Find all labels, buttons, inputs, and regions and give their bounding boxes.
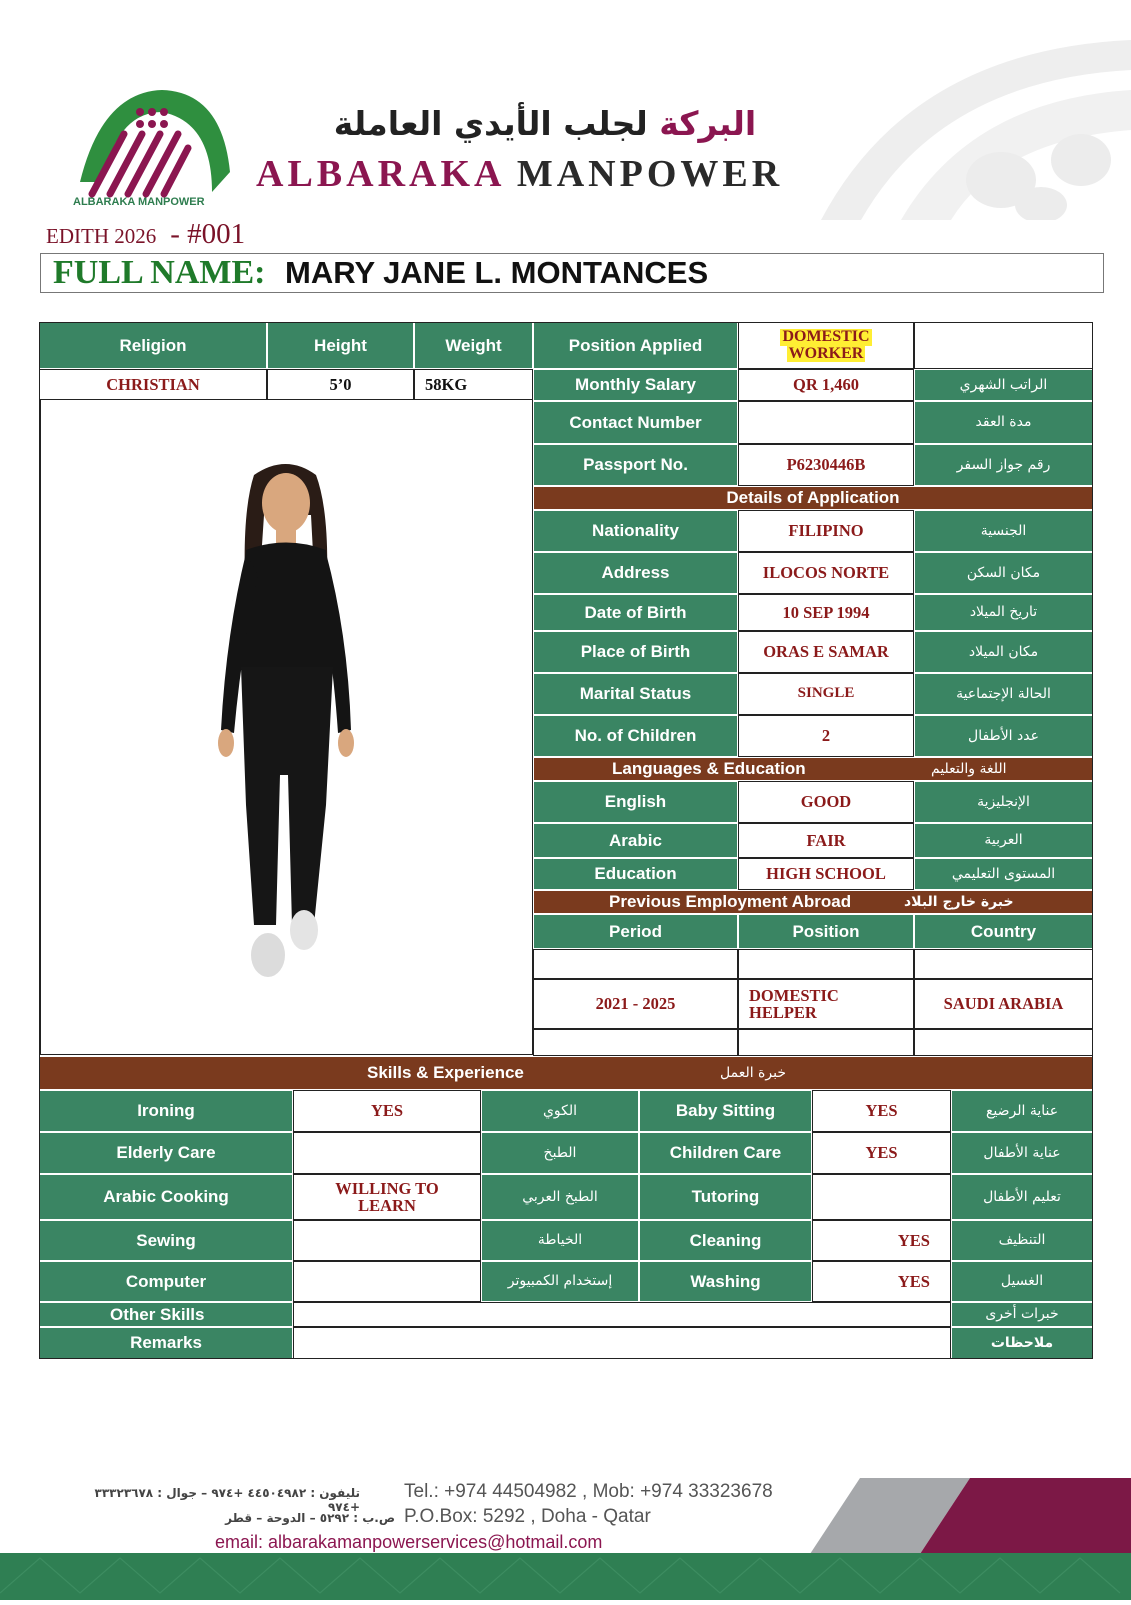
skill-baby-sitting-arabic: عناية الرضيع: [951, 1090, 1093, 1132]
english-label: English: [533, 781, 738, 823]
skill-sewing-label: Sewing: [39, 1220, 293, 1261]
education-arabic: المستوى التعليمي: [914, 858, 1093, 890]
skill-sewing-value: [293, 1220, 481, 1261]
employment-heading-bar: [533, 890, 1093, 914]
employment-position-value: [738, 979, 914, 1029]
footer-email: email: albarakamanpowerservices@hotmail.com: [215, 1532, 603, 1552]
date-of-birth-value: 10 SEP 1994: [738, 594, 914, 631]
skill-arabic-cooking-value: WILLING TO LEARN: [293, 1174, 481, 1220]
employment-blank-cell: [738, 949, 914, 979]
position-applied-value: [738, 322, 914, 369]
employment-blank-cell: [738, 1029, 914, 1056]
nationality-value: FILIPINO: [738, 510, 914, 552]
full-name-label: FULL NAME:: [53, 254, 266, 291]
languages-heading-arabic: اللغة والتعليم: [931, 760, 1007, 777]
skill-ironing-label: Ironing: [39, 1090, 293, 1132]
full-name-box: [40, 253, 1104, 293]
background-arc-decoration: [801, 30, 1131, 220]
marital-status-label: Marital Status: [533, 673, 738, 715]
skill-elderly-care-arabic: الطبخ: [481, 1132, 639, 1174]
arabic-company-title: [255, 104, 835, 143]
skill-children-care-label: Children Care: [639, 1132, 812, 1174]
skill-arabic-cooking-arabic: الطبخ العربي: [481, 1174, 639, 1220]
nationality-arabic: الجنسية: [914, 510, 1093, 552]
languages-heading: Languages & Education: [612, 759, 806, 779]
employment-heading-arabic: خبرة خارج البلاد: [904, 893, 1014, 910]
position-applied-line2: WORKER: [788, 344, 864, 362]
footer-pobox: P.O.Box: 5292 , Doha - Qatar: [404, 1506, 651, 1527]
address-arabic: مكان السكن: [914, 552, 1093, 594]
employment-blank-cell: [914, 949, 1093, 979]
full-name-value: MARY JANE L. MONTANCES: [285, 255, 709, 290]
religion-value: CHRISTIAN: [39, 369, 267, 401]
monthly-salary-label: Monthly Salary: [533, 369, 738, 401]
skill-arabic-cooking-label: Arabic Cooking: [39, 1174, 293, 1220]
skill-computer-value: [293, 1261, 481, 1302]
remarks-label: Remarks: [39, 1327, 293, 1359]
position-header: Position: [738, 914, 914, 949]
languages-heading-bar: [533, 757, 1093, 781]
english-title-part2: MANPOWER: [516, 153, 784, 195]
employment-country-value: SAUDI ARABIA: [914, 979, 1093, 1029]
monthly-salary-arabic: الراتب الشهري: [914, 369, 1093, 401]
other-skills-value: [293, 1302, 951, 1327]
marital-status-value: SINGLE: [738, 673, 914, 715]
skill-computer-label: Computer: [39, 1261, 293, 1302]
employment-position-line2: HELPER: [749, 1003, 817, 1022]
employment-position-line1: DOMESTIC: [749, 985, 839, 1005]
period-header: Period: [533, 914, 738, 949]
skill-washing-label: Washing: [639, 1261, 812, 1302]
skill-children-care-value: YES: [812, 1132, 951, 1174]
skill-computer-arabic: إستخدام الكمبيوتر: [481, 1261, 639, 1302]
candidate-photo-frame: [40, 399, 533, 1055]
employment-blank-cell: [533, 949, 738, 979]
remarks-arabic: ملاحظات: [951, 1327, 1093, 1359]
english-company-title: [256, 152, 783, 196]
employment-blank-cell: [533, 1029, 738, 1056]
education-value: HIGH SCHOOL: [738, 858, 914, 890]
skill-cleaning-arabic: التنظيف: [951, 1220, 1093, 1261]
arabic-title-part2: لجلب الأيدي العاملة: [333, 104, 648, 143]
footer-phone: Tel.: +974 44504982 , Mob: +974 33323678: [404, 1481, 773, 1502]
skill-children-care-arabic: عناية الأطفال: [951, 1132, 1093, 1174]
english-arabic: الإنجليزية: [914, 781, 1093, 823]
country-header: Country: [914, 914, 1093, 949]
reference-number: - #001: [170, 218, 246, 250]
arabic-value: FAIR: [738, 823, 914, 858]
contact-number-label: Contact Number: [533, 401, 738, 444]
other-skills-label: Other Skills: [39, 1302, 293, 1327]
albaraka-logo: [62, 72, 242, 212]
footer-phone-arabic: تليفون : ٤٤٥٠٤٩٨٢ +٩٧٤ – جوال : ٣٣٣٢٣٦٧٨ +٩٧٤: [94, 1486, 360, 1514]
contact-number-value: [738, 401, 914, 444]
arabic-label: Arabic: [533, 823, 738, 858]
religion-header: Religion: [39, 322, 267, 369]
skill-washing-value: YES: [812, 1261, 951, 1302]
children-value: 2: [738, 715, 914, 757]
address-label: Address: [533, 552, 738, 594]
skill-elderly-care-value: [293, 1132, 481, 1174]
skills-heading-bar: [39, 1056, 1093, 1090]
reference-code: [46, 218, 245, 251]
skill-elderly-care-label: Elderly Care: [39, 1132, 293, 1174]
footer-pattern: [0, 1553, 1131, 1600]
skill-baby-sitting-value: YES: [812, 1090, 951, 1132]
height-value: 5’0: [267, 369, 414, 401]
date-of-birth-arabic: تاريخ الميلاد: [914, 594, 1093, 631]
skill-sewing-arabic: الخياطة: [481, 1220, 639, 1261]
weight-header: Weight: [414, 322, 533, 369]
children-label: No. of Children: [533, 715, 738, 757]
skill-cleaning-value: YES: [812, 1220, 951, 1261]
position-applied-line1: DOMESTIC: [782, 327, 870, 345]
skill-ironing-value: YES: [293, 1090, 481, 1132]
footer-pobox-arabic: ص.ب : ٥٢٩٢ – الدوحة – قطر: [225, 1511, 395, 1525]
reference-prefix: EDITH 2026: [46, 224, 157, 248]
skill-tutoring-value: [812, 1174, 951, 1220]
skills-heading: Skills & Experience: [367, 1063, 524, 1083]
date-of-birth-label: Date of Birth: [533, 594, 738, 631]
candidate-photo: [176, 455, 396, 1015]
passport-arabic: رقم جواز السفر: [914, 444, 1093, 486]
logo-caption: ALBARAKA MANPOWER: [73, 196, 205, 208]
place-of-birth-arabic: مكان الميلاد: [914, 631, 1093, 673]
address-value: ILOCOS NORTE: [738, 552, 914, 594]
marital-status-arabic: الحالة الإجتماعية: [914, 673, 1093, 715]
passport-value: P6230446B: [738, 444, 914, 486]
employment-period-value: 2021 - 2025: [533, 979, 738, 1029]
passport-label: Passport No.: [533, 444, 738, 486]
skill-cleaning-label: Cleaning: [639, 1220, 812, 1261]
arabic-title-part1: البركة: [659, 104, 757, 143]
position-applied-label: Position Applied: [533, 322, 738, 369]
position-applied-blank: [914, 322, 1093, 369]
skill-washing-arabic: الغسيل: [951, 1261, 1093, 1302]
skill-baby-sitting-label: Baby Sitting: [639, 1090, 812, 1132]
skills-heading-arabic: خبرة العمل: [720, 1064, 786, 1081]
english-value: GOOD: [738, 781, 914, 823]
remarks-value: [293, 1327, 951, 1359]
monthly-salary-value: QR 1,460: [738, 369, 914, 401]
details-heading: Details of Application: [533, 486, 1093, 510]
employment-heading: Previous Employment Abroad: [609, 892, 852, 912]
nationality-label: Nationality: [533, 510, 738, 552]
employment-blank-cell: [914, 1029, 1093, 1056]
education-label: Education: [533, 858, 738, 890]
english-title-part1: ALBARAKA: [256, 153, 504, 195]
footer-band: [0, 1553, 1131, 1600]
place-of-birth-value: ORAS E SAMAR: [738, 631, 914, 673]
height-header: Height: [267, 322, 414, 369]
other-skills-arabic: خبرات أخرى: [951, 1302, 1093, 1327]
weight-value: 58KG: [414, 369, 533, 401]
place-of-birth-label: Place of Birth: [533, 631, 738, 673]
skill-ironing-arabic: الكوي: [481, 1090, 639, 1132]
skill-tutoring-label: Tutoring: [639, 1174, 812, 1220]
children-arabic: عدد الأطفال: [914, 715, 1093, 757]
contact-number-arabic: مدة العقد: [914, 401, 1093, 444]
footer-stripe-decoration: [810, 1478, 1131, 1554]
skill-tutoring-arabic: تعليم الأطفال: [951, 1174, 1093, 1220]
arabic-arabic: العربية: [914, 823, 1093, 858]
